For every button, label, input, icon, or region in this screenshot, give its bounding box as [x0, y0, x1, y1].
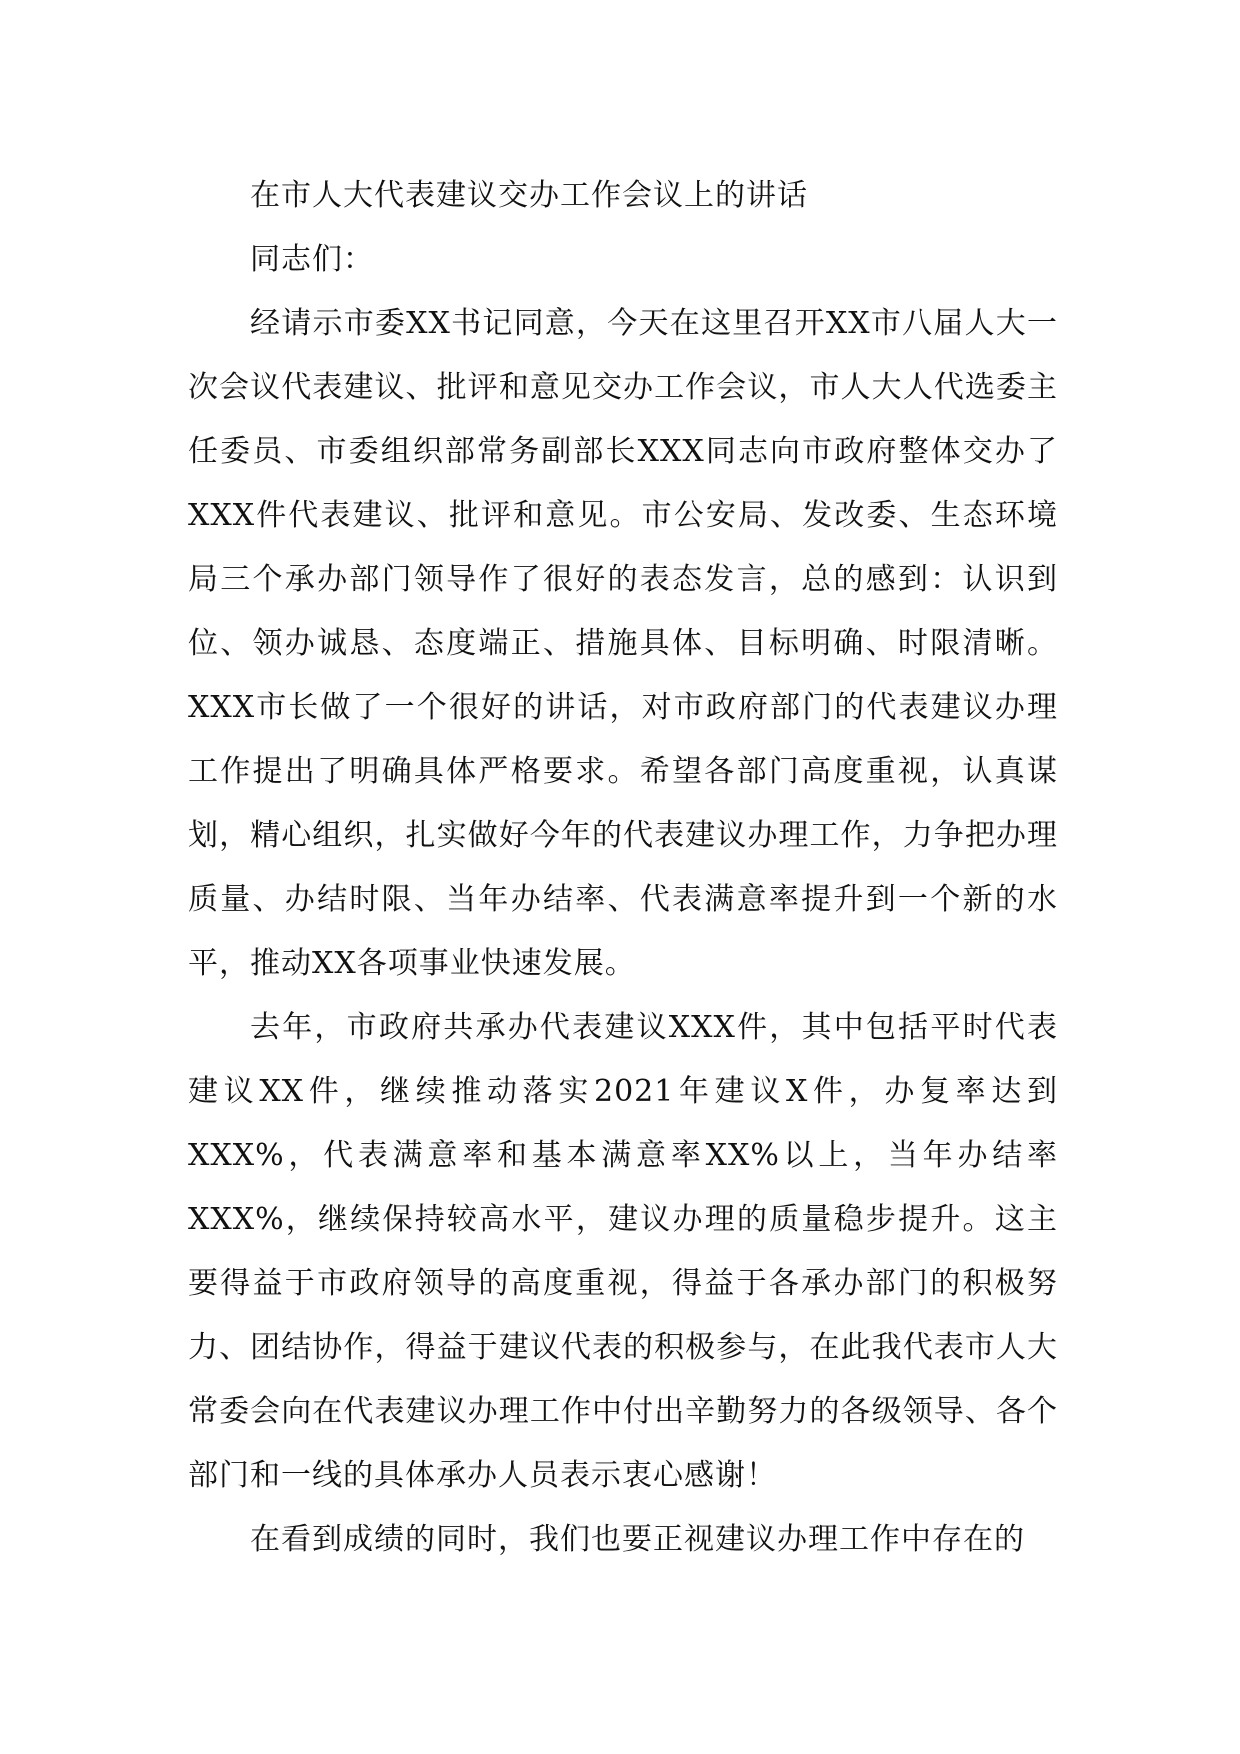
- salutation: 同志们：: [250, 242, 374, 277]
- paragraph-3: 在看到成绩的同时，我们也要正视建议办理工作中存在的: [250, 1522, 1025, 1557]
- document-body: [188, 164, 1058, 1572]
- paragraph-2: 去年，市政府共承办代表建议XXX件，其中包括平时代表建议XX件，继续推动落实2021年建议X件，办复率达到XXX%，代表满意率和基本满意率XX%以上，当年办结率XXX%，继续保持较高水平，建议办理的质量稳步提升。这主要得益于市政府领导的高度重视，得益于各承办部门的积极努力、团结协作，得益于建议代表的积极参与，在此我代表市人大常委会向在代表建议办理工作中付出辛勤努力的各级领导、各个部门和一线的具体承办人员表示衷心感谢！: [188, 1010, 1058, 1493]
- paragraph-1: 经请示市委XX书记同意，今天在这里召开XX市八届人大一次会议代表建议、批评和意见交办工作会议，市人大人代选委主任委员、市委组织部常务副部长XXX同志向市政府整体交办了XXX件代表建议、批评和意见。市公安局、发改委、生态环境局三个承办部门领导作了很好的表态发言，总的感到：认识到位、领办诚恳、态度端正、措施具体、目标明确、时限清晰。XXX市长做了一个很好的讲话，对市政府部门的代表建议办理工作提出了明确具体严格要求。希望各部门高度重视，认真谋划，精心组织，扎实做好今年的代表建议办理工作，力争把办理质量、办结时限、当年办结率、代表满意率提升到一个新的水平，推动XX各项事业快速发展。: [188, 306, 1058, 981]
- speech-title: 在市人大代表建议交办工作会议上的讲话: [250, 178, 808, 213]
